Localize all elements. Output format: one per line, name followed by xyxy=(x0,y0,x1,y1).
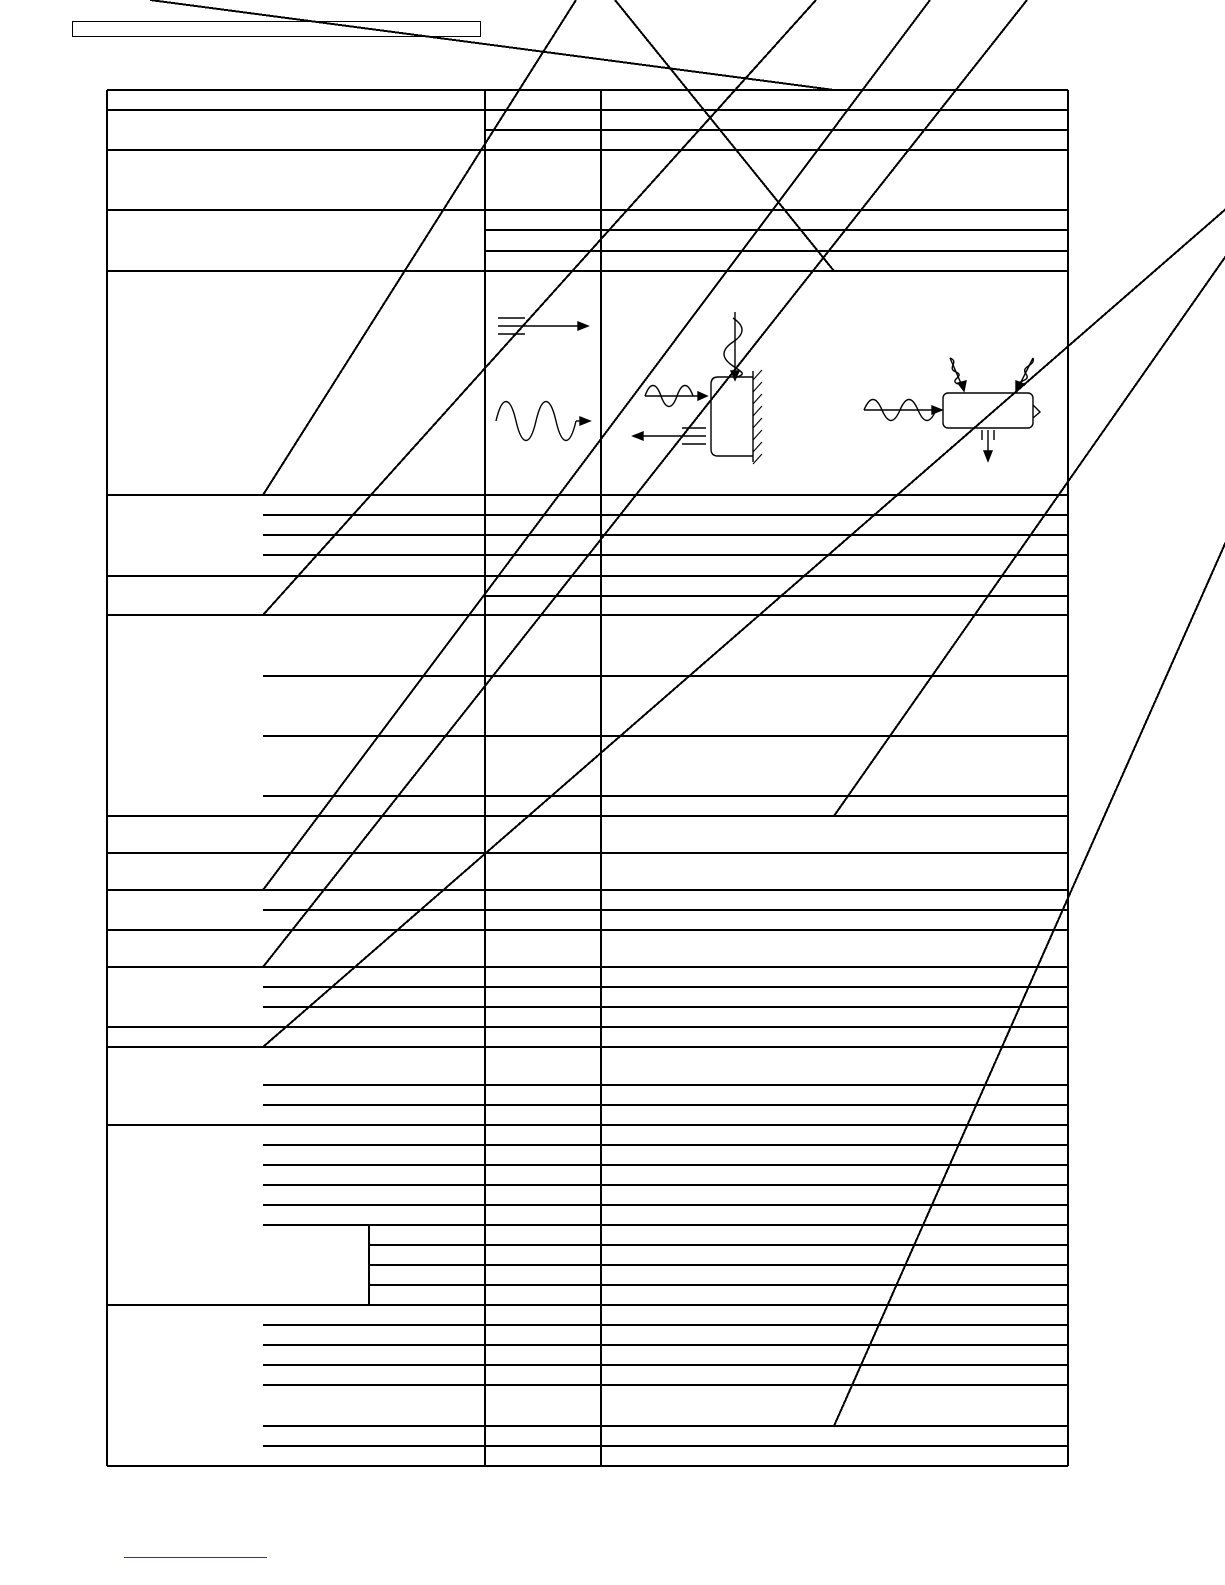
indoor-unit-diagram xyxy=(633,312,762,464)
table-rule xyxy=(263,0,816,615)
table-rule xyxy=(263,0,576,495)
footer-link[interactable] xyxy=(124,1557,267,1558)
outdoor-unit-diagram xyxy=(864,358,1040,461)
wall-hatch-icon xyxy=(753,370,762,464)
unit-body-icon xyxy=(711,371,753,462)
radiation-wave-icon xyxy=(950,358,966,391)
table-rule xyxy=(263,0,1027,967)
legend-diagram xyxy=(496,318,590,441)
table-rule xyxy=(834,0,1225,1426)
air-flow-arrow-icon xyxy=(498,318,588,334)
table-grid xyxy=(107,0,1225,1466)
unit-body-icon xyxy=(943,393,1040,428)
radiation-wave-icon xyxy=(645,386,707,407)
table-rule xyxy=(150,0,834,90)
air-flow-arrow-icon xyxy=(982,430,994,461)
table-rule xyxy=(834,0,1225,816)
radiation-wave-arrow-icon xyxy=(496,402,590,441)
radiation-wave-icon xyxy=(724,312,742,380)
radiation-wave-icon xyxy=(864,400,942,421)
radiation-wave-icon xyxy=(1016,358,1033,391)
air-flow-arrow-icon xyxy=(633,428,706,444)
